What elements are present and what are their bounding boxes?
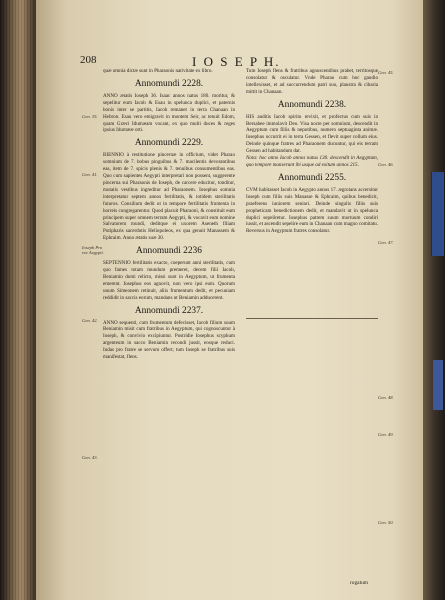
- bookmark-tab-lower: [433, 360, 443, 410]
- margin-note: Gen. 41.: [82, 172, 98, 177]
- section-text: HIS auditis Iacob spiritu revixit, et profectus cum suis in Bersabee immolavit Deo. Visa nocte per somnium, descendit in Aegyptum cum filiis & nepotibus, numero septuaginta animæ. Iosephus occurrit ei in terra Gessen, et flevit super collum eius. Deinde quinque fratres ad Pharaonem ducuntur, qui eis terram Gessen ad habitandum dat.: [246, 113, 378, 155]
- section-text: CVM habitasset Iacob in Aegypto annos 17. ægrotans accersitur Ioseph cum filiis suis Manasse & Ephraim, quibus benedicit, praeferens iuniorem seniori. Deinde singulis filiis suis propheticam benedictionem dedit, et mandavit ut in spelunca duplici sepeliretur. Iosephus patrem suum mortuum condiri iussit, et ascendit sepelire eum in Chanaan cum magno comitatu. Reversus in Aegyptum fratres consolatur.: [246, 186, 378, 235]
- section-heading: Annomundi 2238.: [277, 99, 347, 110]
- page-number: 208: [80, 54, 97, 66]
- section-text: ANNO ætatis Ioseph 36. Isaac annos natus 180. moritur, & sepelitur eum Iacob & Esau in spelunca duplici, et paternis bonis inter se partitis, Iacob remanet in terra Chanaan in Hebron. Esau vero emigravit in montem Seir, ac tenuit Edom, quam Græci Idumæam vocant, ex quo multi duces & reges ipsius Idumææ orti.: [103, 92, 235, 134]
- note-divider: [246, 318, 378, 319]
- section-text: BIENNIO à restitutione pincernæ in officium, videt Pharao somnium de 7. bobus pinguibus & 7. macilentis devorantibus eas, item de 7. spicis plenis & 7. tenuibus consumentibus eas. Quo cum sapientes Aegypti interpretari non possent, suggerente pincerna sui Pharaonis de Ioseph, de carcere educitur, tonditur, mutatis vestibus ingreditur ad Pharaonem. Iosephus somnia interpretatur septem annos fertilitatis, & totidem sterilitatis futuros. Consilium dedit ut in tempore fertilitatis frumenta in horreis congregarentur. Quod placuit Pharaoni, & constituit eum principem super omnem terram Aegypti, & vocavit eum nomine Salvatorem mundi, deditque ei uxorem Aseneth filiam Putipharis sacerdotis Heliopoleos, ex qua genuit Manassem & Ephraim. Anno ætatis suæ 30.: [103, 152, 235, 242]
- margin-note: Ioseph Pro rex Aegypti.: [82, 245, 104, 256]
- book-edge: [0, 0, 36, 600]
- margin-note: Gen. 49.: [378, 432, 394, 437]
- catchword: rogatum: [350, 580, 368, 586]
- italic-note: Nota: hoc anno Iacob annos natus 130. descendit in Aegyptum, quo tempore manserunt ibi usque ad exitum annos 215.: [246, 155, 378, 168]
- book-gutter-shadow: [423, 0, 445, 600]
- margin-note: Gen. 46.: [378, 162, 394, 167]
- right-intro: Tum Ioseph flens & fratribus agnoscentibus prabet, territosque consolatur & osculatur. Vnde Pharao cum hoc gaudio intellexisset, et ad succurrendum patri suo, plaustra & cibaria mittit in Chanaan.: [246, 68, 378, 95]
- section-heading: Annomundi 2229.: [134, 138, 204, 149]
- margin-note: Gen. 50.: [378, 520, 394, 525]
- margin-note: Gen. 42.: [82, 318, 98, 323]
- margin-note: Gen. 48.: [378, 395, 394, 400]
- right-column: [246, 68, 378, 235]
- left-column: [103, 68, 235, 361]
- section-heading: Annomundi 2228.: [134, 78, 204, 89]
- margin-note: Gen. 43.: [82, 455, 98, 460]
- section-text: SEPTENNIO fertilitatis exacto, coeperunt anni sterilitatis, cum quo fames totam mundum premeret, decem filii Iacob, Beniamin domi relicto, missi sunt in Aegyptum, ut frumenta emerent. Iosephus eos agnovit, non vero ipsi eum. Quorum unum Simeonem retinuit, aliis frumentum dedit, et pecuniam reddidit in saccis eorum, mandans ut Beniamin adducerent.: [103, 260, 235, 301]
- section-text: ANNO sequenti, cum frumentum defecisset, Iacob filium suum Beniamin misit cum fratribus in Aegyptum, qui cognoscuntur à Ioseph, & convivio excipiuntur. Postridie Iosephus scyphum argenteum in sacco Beniamin recondi jussit, eosque reduci. Iudas pro fratre se servum offert; tum Ioseph se fratribus suis manifestat, flens.: [103, 319, 235, 361]
- margin-note: Gen. 47.: [378, 240, 394, 245]
- margin-note: Gen. 35.: [82, 114, 98, 119]
- section-heading: Annomundi 2236: [136, 246, 202, 257]
- left-intro: quæ omnia dictæ sunt in Pharaonis nativitate ex libro.: [103, 68, 213, 74]
- margin-note: Gen. 45.: [378, 70, 394, 75]
- running-title: I O S E P H.: [192, 54, 281, 69]
- bookmark-tab: [431, 172, 444, 256]
- section-heading: Annomundi 2255.: [277, 172, 347, 183]
- section-heading: Annomundi 2237.: [134, 305, 204, 316]
